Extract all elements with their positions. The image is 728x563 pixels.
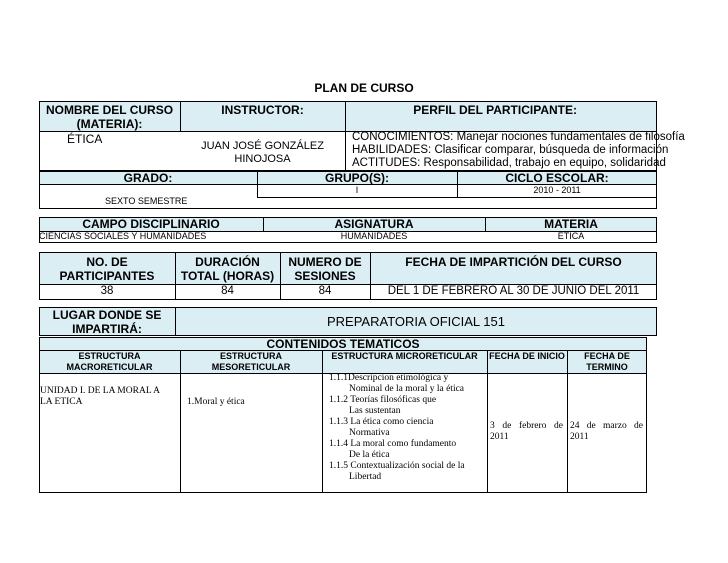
subject-value: HUMANIDADES: [340, 231, 408, 241]
matter-value: ÉTICA: [557, 231, 585, 241]
micro-item-4b: De la ética: [349, 450, 390, 460]
macro-unit-line2: LA ETICA: [40, 397, 83, 407]
duration-header-1: DURACIÓN: [195, 255, 260, 269]
contents-header: CONTENIDOS TEMATICOS: [266, 337, 420, 351]
place-value: PREPARATORIA OFICIAL 151: [327, 314, 505, 329]
micro-item-2b: Las sustentan: [349, 406, 401, 416]
course-name-header-2: (MATERIA):: [76, 117, 143, 131]
micro-item-3b: Normativa: [349, 428, 390, 438]
group-value: I: [355, 185, 359, 195]
end-date-line1: 24 de marzo de: [570, 421, 643, 431]
micro-item-5: 1.1.5 Contextualización social de la: [329, 461, 465, 471]
micro-item-1b: Nominal de la moral y la ética: [349, 384, 465, 394]
course-name: ÉTICA: [67, 132, 103, 146]
profile-header: PERFIL DEL PARTICIPANTE:: [413, 103, 577, 117]
grade-value: SEXTO SEMESTRE: [105, 196, 188, 206]
dates-header: FECHA DE IMPARTICIÓN DEL CURSO: [405, 255, 622, 269]
col-end-header-1: FECHA DE: [584, 351, 630, 361]
cycle-value: 2010 - 2011: [533, 185, 581, 195]
group-header: GRUPO(S):: [325, 171, 389, 185]
col-end-header-2: TERMINO: [586, 362, 628, 372]
place-header-2: IMPARTIRÁ:: [72, 322, 142, 336]
micro-item-4: 1.1.4 La moral como fundamento: [329, 439, 457, 449]
profile-line-3: ACTITUDES: Responsabilidad, trabajo en equipo, solidaridad: [352, 157, 666, 169]
place-header-1: LUGAR DONDE SE: [52, 308, 162, 322]
field-header: CAMPO DISCIPLINARIO: [82, 217, 220, 231]
field-value: CIENCIAS SOCIALES Y HUMANIDADES: [39, 231, 207, 241]
start-date-line2: 2011: [490, 432, 509, 442]
duration-header-2: TOTAL (HORAS): [180, 269, 275, 283]
instructor-name-line2: HINOJOSA: [234, 153, 291, 165]
sessions-header-2: SESIONES: [294, 269, 356, 283]
course-name-header: NOMBRE DEL CURSO: [45, 103, 174, 117]
end-date-line2: 2011: [570, 432, 589, 442]
col-micro-header: ESTRUCTURA MICRORETICULAR: [331, 351, 478, 361]
sessions-header-1: NUMERO DE: [288, 255, 362, 269]
instructor-name-line1: JUAN JOSÉ GONZÁLEZ: [201, 140, 324, 152]
instructor-header: INSTRUCTOR:: [221, 103, 304, 117]
micro-item-3: 1.1.3 La ética como ciencia: [329, 417, 434, 427]
meso-unit: 1.Moral y ética: [187, 397, 245, 407]
sessions-value: 84: [318, 285, 332, 297]
participants-header-1: NO. DE: [86, 255, 128, 269]
page-title: PLAN DE CURSO: [314, 81, 414, 95]
col-start-header: FECHA DE INICIO: [489, 351, 565, 361]
col-macro-header-1: ESTRUCTURA: [78, 351, 141, 361]
matter-header: MATERIA: [544, 217, 598, 231]
col-macro-header-2: MACRORETICULAR: [66, 362, 153, 372]
start-date-line1: 3 de febrero de: [490, 421, 563, 431]
micro-item-2: 1.1.2 Teorías filosóficas que: [329, 395, 437, 405]
cycle-header: CICLO ESCOLAR:: [505, 171, 609, 185]
subject-header: ASIGNATURA: [334, 217, 414, 231]
grade-header: GRADO:: [123, 171, 173, 185]
profile-line-2: HABILIDADES: Clasificar comparar, búsqueda de información: [352, 144, 669, 156]
micro-item-5b: Libertad: [349, 472, 382, 482]
participants-header-2: PARTICIPANTES: [59, 269, 155, 283]
micro-item-1: 1.1.1Descripcion etimológica y: [329, 373, 449, 383]
macro-unit-line1: UNIDAD I. DE LA MORAL A: [40, 386, 160, 396]
profile-line-1: CONOCIMIENTOS: Manejar nociones fundamentales de filosofía: [352, 131, 685, 143]
duration-value: 84: [221, 285, 234, 297]
col-meso-header: ESTRUCTURA MESORETICULAR: [211, 351, 291, 372]
participants-value: 38: [100, 285, 114, 297]
dates-value: DEL 1 DE FEBRERO AL 30 DE JUNIO DEL 2011: [387, 285, 640, 297]
